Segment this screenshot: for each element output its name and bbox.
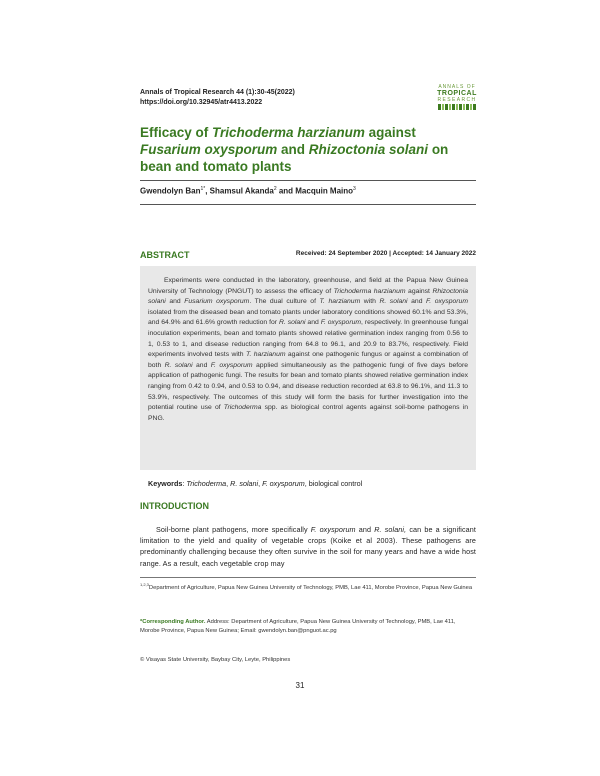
logo-pattern-icon	[438, 104, 476, 110]
introduction-heading: INTRODUCTION	[140, 501, 209, 511]
logo-line-2: TROPICAL	[437, 90, 477, 97]
logo-line-1: ANNALS OF	[438, 84, 476, 90]
keywords: Keywords: Trichoderma, R. solani, F. oxysporum, biological control	[148, 479, 363, 488]
logo-line-3: RESEARCH	[437, 97, 477, 103]
copyright-notice: © Visayas State University, Baybay City, Leyte, Philippines	[140, 657, 291, 663]
footnote-divider	[140, 577, 476, 578]
journal-citation: Annals of Tropical Research 44 (1):30-45(2022)	[140, 89, 295, 96]
authors-divider	[140, 204, 476, 205]
abstract-heading: ABSTRACT	[140, 250, 190, 260]
article-title: Efficacy of Trichoderma harzianum against Fusarium oxysporum and Rhizoctonia solani on bean and tomato plants	[140, 125, 449, 174]
affiliation-footnote: $^{1,2,3}$Department of Agriculture, Papua New Guinea University of Technology, PMB, Lae 411, Morobe Province, Papua New Guinea	[140, 582, 473, 591]
page-number: 31	[295, 681, 305, 690]
abstract-text: Experiments were conducted in the laboratory, greenhouse, and field at the Papua New Guinea University of Technology (PNGUT) to assess the efficacy of Trichoderma harzianum against Rhizoctonia solani and Fusarium oxysporum. The dual culture of T. harzianum with R. solani and F. oxysporum isolated from the diseased bean and tomato plants under laboratory conditions showed 60.1% and 53.3%, and 64.9% and 61.6% growth reduction for R. solani and F. oxysporum, respectively. In greenhouse fungal inoculation experiments, bean and tomato plants showed relative germination index ranging from 0.56 to 1, 0.53 to 1, and disease reduction ranging from 64.8 to 96.1, and 20.9 to 83.7%, respectively. Field experiments involved tests with T. harzianum against one pathogenic fungus or against a combination of both R. solani and F. oxysporum applied simultaneously as the pathogenic fungi of five days before application of pathogenic fungi. The results for bean and tomato plants showed relative germination index ranging from 0.42 to 0.94, and 0.53 to 0.94, and disease reduction recorded at 63.8 to 96.1%, and 11.3 to 53.9%, respectively. The outcomes of this study will form the basis for further investigation into the potential routine use of Trichoderma spp. as biological control agents against soil-borne pathogens in PNG.	[148, 277, 469, 422]
journal-doi[interactable]: https://doi.org/10.32945/atr4413.2022	[140, 99, 263, 106]
corresponding-author-footnote: *Corresponding Author. Address: Department of Agriculture, Papua New Guinea University of Technology, PMB, Lae 411, Morobe Province, Papua New Guinea; Email: gwendolyn.ban@pnguot.ac.pg	[140, 619, 456, 634]
introduction-text: Soil-borne plant pathogens, more specifically F. oxysporum and R. solani, can be a significant limitation to the yield and quality of vegetable crops (Koike et al 2003). These pathogens are predominantly challenging because they often survive in the soil for many years and have a wide host range. As a result, each vegetable crop may	[140, 525, 476, 568]
title-divider	[140, 180, 476, 181]
journal-logo	[436, 84, 478, 116]
journal-header	[140, 88, 295, 108]
author-list: Gwendolyn Ban$^{1*}$, Shamsul Akanda$^2$ and Macquin Maino$^3$	[140, 186, 356, 196]
received-accepted-dates: Received: 24 September 2020 | Accepted: 14 January 2022	[295, 250, 476, 257]
